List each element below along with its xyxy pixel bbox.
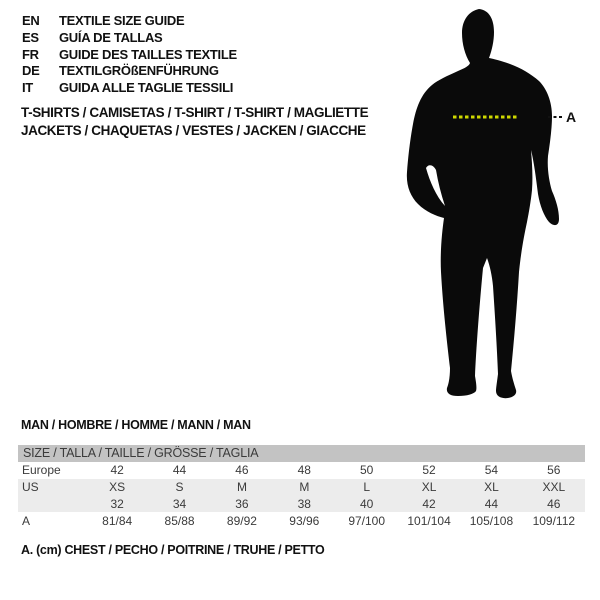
row-label xyxy=(18,495,86,512)
language-list xyxy=(22,13,237,97)
table-cell: 48 xyxy=(297,463,311,478)
table-row-europe xyxy=(18,462,585,479)
size-table-header-row xyxy=(18,445,585,462)
row-label: US xyxy=(22,479,39,494)
table-cell: 52 xyxy=(422,463,436,478)
table-cell: 40 xyxy=(360,496,374,511)
garment-line-jackets: JACKETS / CHAQUETAS / VESTES / JACKEN / GIACCHE xyxy=(21,123,366,138)
table-cell: 85/88 xyxy=(164,513,195,528)
row-label: A xyxy=(22,513,31,528)
table-cell: 44 xyxy=(484,496,499,511)
language-row-es xyxy=(22,30,237,47)
size-table xyxy=(18,445,585,529)
table-row-us xyxy=(18,479,585,496)
row-label: Europe xyxy=(22,463,61,478)
language-row-it xyxy=(22,80,237,97)
size-table-header: SIZE / TALLA / TAILLE / GRÖSSE / TAGLIA xyxy=(18,445,585,462)
table-cell: M xyxy=(236,479,247,494)
language-code: EN xyxy=(22,13,40,28)
language-code: ES xyxy=(22,29,39,45)
man-silhouette-body xyxy=(407,9,559,398)
table-cell: 42 xyxy=(422,496,436,511)
table-cell: 44 xyxy=(172,463,187,478)
table-cell: 89/92 xyxy=(226,513,257,528)
table-cell: XXL xyxy=(542,479,566,494)
table-cell: 97/100 xyxy=(348,513,386,528)
language-code: FR xyxy=(22,46,39,62)
garment-line-tshirts: T-SHIRTS / CAMISETAS / T-SHIRT / T-SHIRT / MAGLIETTE xyxy=(21,105,369,120)
table-row-us-numeric xyxy=(18,495,585,512)
table-cell: 46 xyxy=(235,463,249,478)
garment-type-lines xyxy=(21,104,368,140)
table-cell: XL xyxy=(421,479,437,494)
chest-measure-footnote: A. (cm) CHEST / PECHO / POITRINE / TRUHE / PETTO xyxy=(21,543,325,557)
section-title-man: MAN / HOMBRE / HOMME / MANN / MAN xyxy=(21,418,251,432)
language-label: GUIDA ALLE TAGLIE TESSILI xyxy=(59,80,234,96)
table-cell: 105/108 xyxy=(469,513,514,528)
language-row-en xyxy=(22,13,237,30)
measure-label-a: A xyxy=(566,109,577,125)
language-code: IT xyxy=(22,80,33,96)
table-cell: XS xyxy=(109,479,126,494)
language-row-fr xyxy=(22,47,237,64)
language-row-de xyxy=(22,63,237,80)
table-cell: 50 xyxy=(360,463,374,478)
table-cell: 93/96 xyxy=(289,513,320,528)
table-cell: 109/112 xyxy=(532,513,576,528)
table-cell: S xyxy=(175,479,184,494)
language-code: DE xyxy=(22,63,40,79)
table-cell: 42 xyxy=(110,463,124,478)
table-cell: 81/84 xyxy=(102,513,133,528)
language-label: TEXTILGRÖßENFÜHRUNG xyxy=(59,63,219,79)
table-cell: L xyxy=(363,479,371,494)
language-label: GUÍA DE TALLAS xyxy=(59,29,163,45)
language-label: TEXTILE SIZE GUIDE xyxy=(59,13,185,28)
table-cell: 46 xyxy=(547,496,561,511)
table-cell: 36 xyxy=(235,496,249,511)
table-cell: 54 xyxy=(484,463,499,478)
language-label: GUIDE DES TAILLES TEXTILE xyxy=(59,46,237,62)
man-silhouette-figure xyxy=(395,0,600,410)
table-cell: M xyxy=(299,479,310,494)
table-cell: 101/104 xyxy=(407,513,451,528)
table-cell: XL xyxy=(484,479,499,494)
table-cell: 38 xyxy=(297,496,311,511)
table-row-chest-a xyxy=(18,512,585,529)
table-cell: 34 xyxy=(172,496,187,511)
table-cell: 56 xyxy=(547,463,561,478)
table-cell: 32 xyxy=(110,496,124,511)
